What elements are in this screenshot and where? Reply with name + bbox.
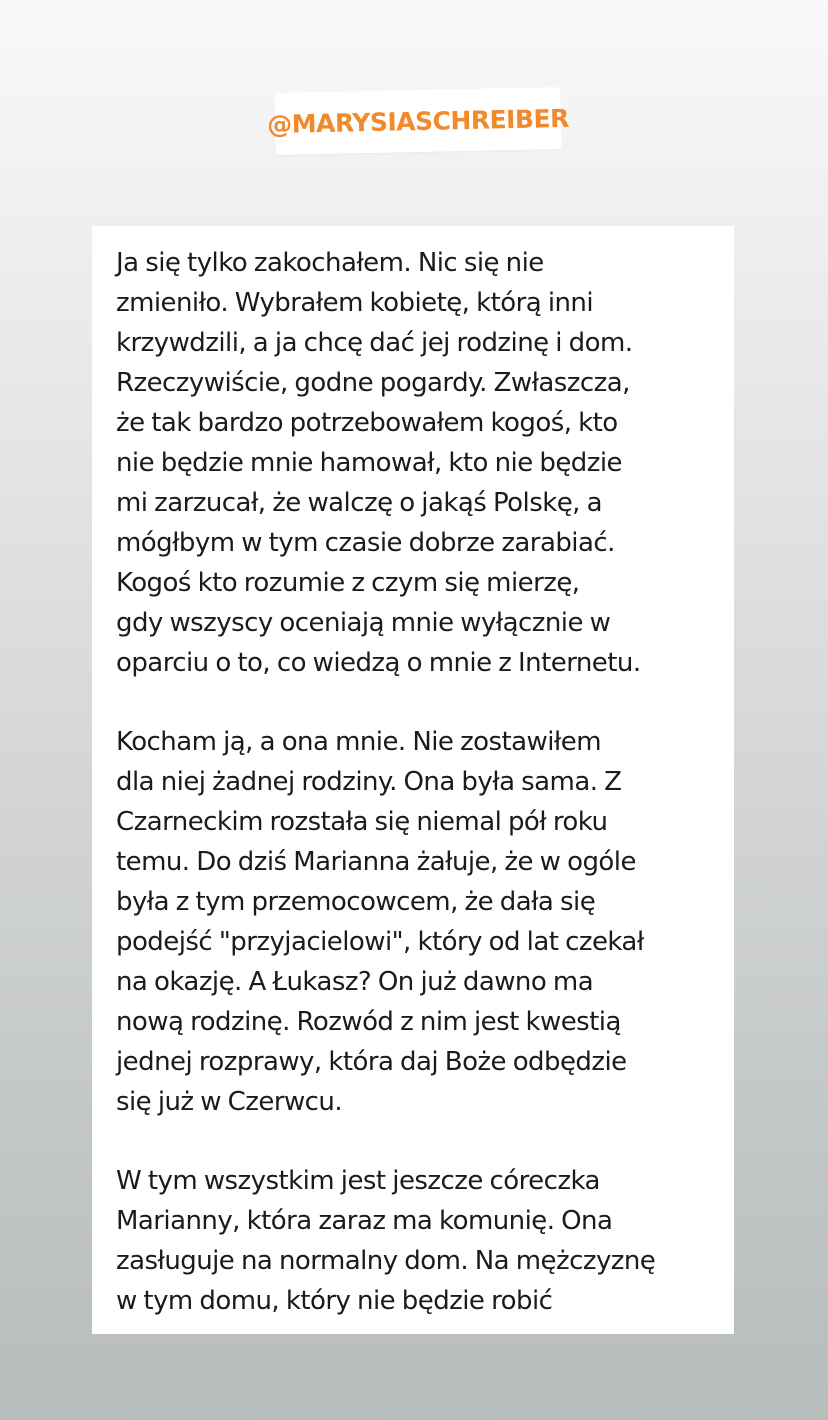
text-paragraph-2: Kocham ją, a ona mnie. Nie zostawiłem dla niej żadnej rodziny. Ona była sama. Z Czarneckim rozstała się niemal pół roku temu. Do dziś Marianna żałuje, że w ogóle była z tym przemocowcem, że dała się podejść "przyjacielowi", który od lat czekał na okazję. A Łukasz? On już dawno ma nową rodzinę. Rozwód z nim jest kwestią jednej rozprawy, która daj Boże odbędzie się już w Czerwcu. (116, 727, 644, 1117)
screenshot-text-card (92, 226, 734, 1334)
mention-sticker[interactable] (266, 87, 570, 155)
mention-handle[interactable]: @MARYSIASCHREIBER (266, 103, 570, 139)
text-paragraph-1: Ja się tylko zakochałem. Nic się nie zmieniło. Wybrałem kobietę, którą inni krzywdzili, a ja chcę dać jej rodzinę i dom. Rzeczywiście, godne pogardy. Zwłaszcza, że tak bardzo potrzebowałem kogoś, kto nie będzie mnie hamował, kto nie będzie mi zarzucał, że walczę o jakąś Polskę, a mógłbym w tym czasie dobrze zarabiać. Kogoś kto rozumie z czym się mierzę, gdy wszyscy oceniają mnie wyłącznie w oparciu o to, co wiedzą o mnie z Internetu. (116, 248, 641, 678)
text-paragraph-3: W tym wszystkim jest jeszcze córeczka Marianny, która zaraz ma komunię. Ona zasługuje na normalny dom. Na mężczyznę w tym domu, który nie będzie robić (116, 1166, 656, 1316)
